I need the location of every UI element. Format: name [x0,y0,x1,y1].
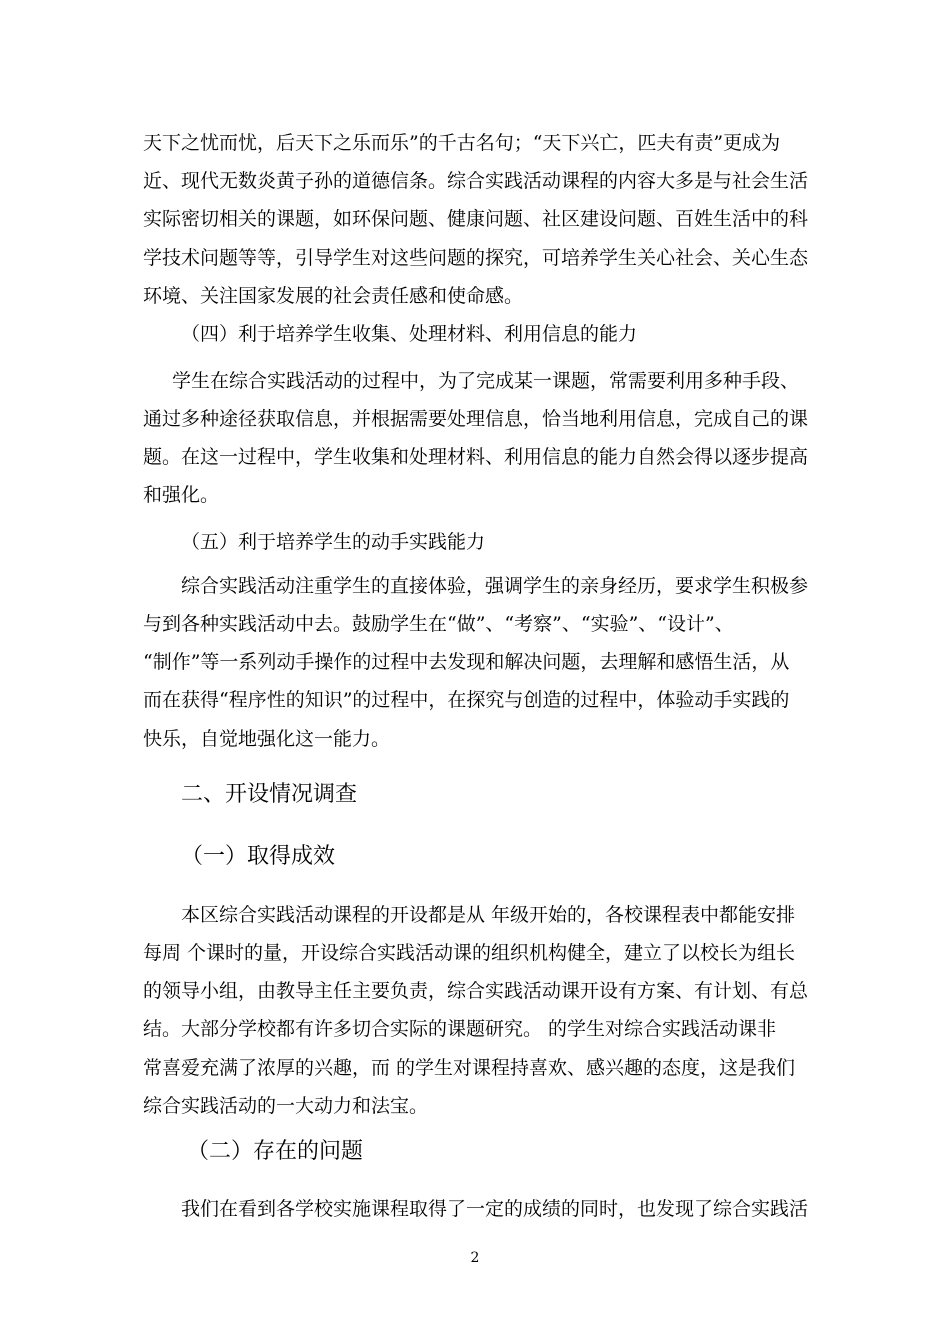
text-line: 综合实践活动注重学生的直接体验，强调学生的亲身经历，要求学生积极参 [181,575,809,597]
text-line: 天下之忧而忧，后天下之乐而乐”的千古名句；“天下兴亡，匹夫有责”更成为 [143,132,781,154]
paragraph-problems [181,1190,811,1228]
text-line: 每周 个课时的量，开设综合实践活动课的组织机构健全，建立了以校长为组长 [143,942,796,964]
text-line: 的领导小组，由教导主任主要负责，综合实践活动课开设有方案、有计划、有总 [143,980,809,1003]
paragraph-section-5-first [181,567,811,605]
text-line: 与到各种实践活动中去。鼓励学生在“做”、“考察”、“实验”、“设计”、 [143,613,734,635]
text-line: 快乐，自觉地强化这一能力。 [143,727,391,750]
text-line: 通过多种途径获取信息，并根据需要处理信息，恰当地利用信息，完成自己的课 [143,408,809,430]
text-line: 环境、关注国家发展的社会责任感和使命感。 [143,284,524,307]
paragraph-section-5 [143,605,809,758]
heading-section-5: （五）利于培养学生的动手实践能力 [181,531,486,553]
paragraph-results-first [181,896,811,934]
text-line: 学技术问题等等，引导学生对这些问题的探究，可培养学生关心社会、关心生态 [143,246,809,269]
paragraph-section-4 [143,400,809,515]
text-line: 综合实践活动的一大动力和法宝。 [143,1094,429,1117]
text-line: 学生在综合实践活动的过程中，为了完成某一课题，常需要利用多种手段、 [172,370,800,392]
text-line: 和强化。 [143,484,220,507]
text-line: 我们在看到各学校实施课程取得了一定的成绩的同时，也发现了综合实践活 [181,1198,809,1220]
text-line: 结。大部分学校都有许多切合实际的课题研究。 的学生对综合实践活动课非 [143,1018,777,1041]
text-line: 题。在这一过程中，学生收集和处理材料、利用信息的能力自然会得以逐步提高 [143,446,809,469]
paragraph-section-4-first [172,362,812,400]
paragraph-results [143,934,809,1125]
text-line: 近、现代无数炎黄子孙的道德信条。综合实践活动课程的内容大多是与社会生活 [143,170,809,193]
text-line: 而在获得“程序性的知识”的过程中，在探究与创造的过程中，体验动手实践的 [143,689,790,712]
text-line: “制作”等一系列动手操作的过程中去发现和解决问题，去理解和感悟生活，从 [143,651,790,674]
subsection-title-results: （一）取得成效 [181,844,336,869]
section-title-2: 二、开设情况调查 [181,782,358,807]
paragraph-intro [143,124,809,315]
subsection-title-problems: （二）存在的问题 [187,1139,364,1164]
text-line: 本区综合实践活动课程的开设都是从 年级开始的，各校课程表中都能安排 [181,904,796,926]
page-number: 2 [470,1250,480,1266]
text-line: 实际密切相关的课题，如环保问题、健康问题、社区建设问题、百姓生活中的科 [143,208,809,231]
heading-section-4: （四）利于培养学生收集、处理材料、利用信息的能力 [181,323,638,345]
text-line: 常喜爱充满了浓厚的兴趣，而 的学生对课程持喜欢、感兴趣的态度，这是我们 [143,1056,796,1079]
